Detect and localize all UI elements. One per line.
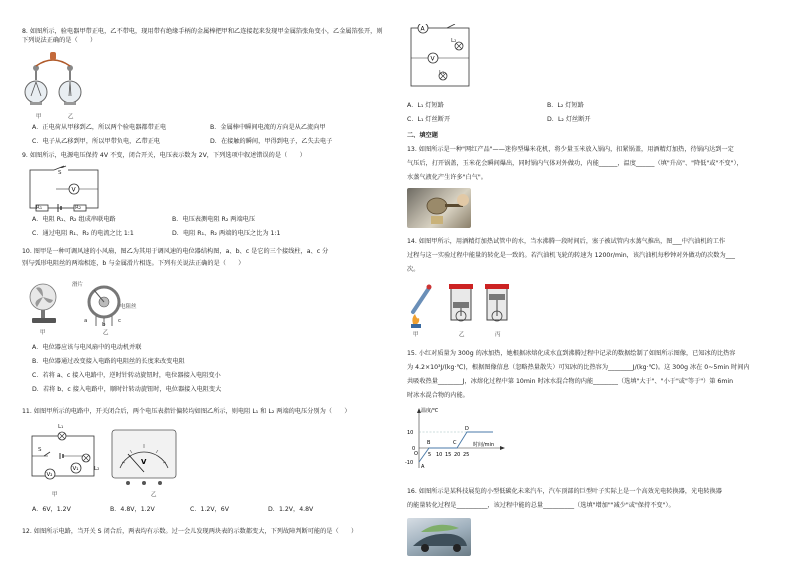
graph-xtick-5: 5	[428, 452, 432, 458]
q14-line-3: 次。	[407, 266, 420, 273]
q15-line-1: 15. 小红对质量为 300g 的冰加热，她根据冰熔化成水直到沸腾过程中记录的数据绘制了如图所示图像，已知冰的比热容	[407, 350, 736, 357]
voltmeter-dial-figure	[110, 428, 178, 486]
q9-stem: 9. 如图所示，电源电压保持 4V 不变，闭合开关，电压表示数为 2V，下列选项中叙述错误的是（ ）	[22, 152, 306, 159]
q10-stem-1: 10. 图甲是一种可调风速的小风扇，图乙为其用于调风速的电位器结构图，a、b、c 是它的三个接线柱，a、c 分	[22, 248, 329, 255]
q10-label-b: b	[102, 322, 106, 328]
graph-origin: O	[414, 451, 418, 457]
q11-option-a[interactable]: A．6V，1.2V	[32, 506, 71, 513]
q14-label-yi: 乙	[459, 332, 465, 338]
q11-label-s: S	[38, 447, 42, 453]
graph-point-d: D	[465, 426, 469, 432]
q8-option-a[interactable]: A．正电荷从甲移到乙，所以两个验电器都带正电	[32, 124, 167, 131]
q11-option-b[interactable]: B．4.8V，1.2V	[110, 506, 155, 513]
engine-stroke-yi-figure	[445, 282, 477, 328]
q11-option-d[interactable]: D．1.2V，4.8V	[268, 506, 314, 513]
q11-label-l2: L₂	[94, 466, 100, 472]
q10-label-jia: 甲	[40, 330, 46, 336]
q8-option-c[interactable]: C．电子从乙移到甲，所以甲带负电，乙带正电	[32, 138, 161, 145]
q9-option-a[interactable]: A．电阻 R₁、R₂ 组成串联电路	[32, 216, 116, 223]
q10-option-a[interactable]: A．电位器应该与电风扇中的电动机并联	[32, 344, 142, 351]
svg-text:V: V	[141, 458, 147, 466]
q12-label-l2: L₂	[451, 38, 457, 44]
graph-point-a: A	[421, 464, 425, 470]
q8-option-b[interactable]: B．金属棒中瞬间电流的方向是从乙流向甲	[210, 124, 326, 131]
q11-option-c[interactable]: C．1.2V，6V	[190, 506, 229, 513]
q15-line-4: 时冰水混合物的内能。	[407, 392, 469, 399]
q9-label-s: S	[58, 170, 62, 176]
q9-option-d[interactable]: D．电阻 R₁、R₂ 两端的电压之比为 1:1	[172, 230, 281, 237]
graph-xtick-25: 25	[463, 452, 470, 458]
q14-line-2: 过程与这一实验过程中能量的转化是一致的。若汽油机飞轮的转速为 1200r/min，该汽油机每秒钟对外做功的次数为___	[407, 252, 735, 259]
graph-point-c: C	[453, 440, 457, 446]
fan-figure	[26, 282, 60, 328]
q8-label-jia: 甲	[36, 114, 42, 120]
q10-option-c[interactable]: C．若将 a、c 接入电路中，逆时针转动旋钮时，电位器接入电阻变小	[32, 372, 221, 379]
q11-label-l1: L₁	[58, 424, 64, 430]
right-column	[397, 0, 794, 562]
graph-point-b: B	[427, 440, 431, 446]
q10-stem-2: 别与弧形电阻丝的两端相连，b 与金属滑片相连。下列有关说法正确的是（ ）	[22, 260, 245, 267]
q11-label-jia: 甲	[52, 492, 58, 498]
q10-label-a: a	[84, 318, 88, 324]
q13-line-1: 13. 如图所示是一种"网红产品"——迷你型爆米花机，将少量玉米放入锅内，扣紧锅盖，用酒精灯加热，待锅内达到一定	[407, 146, 734, 153]
graph-ytick-neg10: -10	[405, 460, 414, 466]
q8-label-yi: 乙	[68, 114, 74, 120]
q13-line-3: 水蒸气液化产生许多"白气"。	[407, 174, 487, 181]
q15-line-2: 为 4.2×10³J/(kg·℃)，根据图像信息（忽略热量散失）可知冰的比热容为________J/(kg·℃)。这 300g 冰在 0~5min 时间内	[407, 364, 750, 371]
q12-option-c[interactable]: C．L₁ 灯丝断开	[407, 116, 451, 123]
graph-xtick-10: 10	[436, 452, 443, 458]
q14-line-1: 14. 如图甲所示，用酒精灯加热试管中的水，当水沸腾一段时间后，塞子被试管内水蒸气推出，图___中汽油机的工作	[407, 238, 726, 245]
graph-ylabel: 温度/℃	[421, 408, 439, 414]
svg-text:A: A	[420, 25, 425, 33]
svg-text:V: V	[71, 186, 76, 194]
q9-label-r2: R₂	[75, 205, 82, 211]
q8-option-d[interactable]: D．在接触的瞬间，甲得到电子，乙失去电子	[210, 138, 333, 145]
svg-text:V: V	[430, 55, 435, 63]
q12-option-d[interactable]: D．L₂ 灯丝断开	[547, 116, 591, 123]
svg-text:V₂: V₂	[46, 472, 53, 478]
q12-label-l1: L₁	[439, 70, 445, 76]
svg-text:V₁: V₁	[72, 466, 79, 472]
q10-option-b[interactable]: B．电位器通过改变接入电路的电阻丝的长度来改变电阻	[32, 358, 185, 365]
q10-label-wire: 电阻丝	[120, 304, 137, 310]
q12-circuit-figure	[403, 24, 479, 92]
test-tube-heating-figure	[407, 282, 437, 330]
q9-option-b[interactable]: B．电压表测电阻 R₂ 两端电压	[172, 216, 256, 223]
q12-option-b[interactable]: B．L₂ 灯短路	[547, 102, 584, 109]
q10-label-slider: 滑片	[72, 282, 84, 288]
engine-stroke-bing-figure	[481, 282, 513, 328]
q12-stem: 12. 如图所示电路，当开关 S 闭合后，两表均有示数。过一会儿发现两块表的示数都变大，下列故障判断可能的是（ ）	[22, 528, 358, 535]
q11-stem: 11. 如图甲所示的电路中，开关闭合后，两个电压表指针偏转均如图乙所示，则电阻 L₁ 和 L₂ 两端的电压分别为（ ）	[22, 408, 351, 415]
section-fill-in-blank-heading: 二、填空题	[407, 132, 438, 139]
solar-car-photo	[407, 518, 471, 556]
graph-xlabel: 时间/min	[473, 442, 495, 448]
graph-xtick-20: 20	[454, 452, 461, 458]
q13-line-2: 气压后，打开锅盖，玉米花会瞬间爆出，同时锅内气体对外做功，内能______，温度______（填"升高"、"降低"或"不变"），	[407, 160, 743, 167]
q14-label-bing: 丙	[495, 332, 501, 338]
q8-stem: 8. 如图所示，验电器甲带正电，乙不带电，现用带有绝缘手柄的金属棒把甲和乙连接起来发现甲金属箔张角变小，乙金属箔张开，则下列说法正确的是（ ）	[22, 28, 383, 44]
q16-line-2: 的能量转化过程是__________，该过程中能的总量__________（选填"增加""减少"或"保持不变"）。	[407, 502, 675, 509]
q16-line-1: 16. 如图所示是某科技展览的小型低碳化未来汽车，汽车顶部的巨型叶子实际上是一个高效光电转换器，光电转换器	[407, 488, 722, 495]
popcorn-machine-photo	[407, 188, 471, 228]
q11-label-yi: 乙	[151, 492, 157, 498]
q11-circuit-figure	[26, 428, 102, 490]
q12-option-a[interactable]: A．L₁ 灯短路	[407, 102, 444, 109]
temperature-time-graph	[405, 404, 509, 472]
q10-label-yi: 乙	[103, 330, 109, 336]
graph-xtick-15: 15	[445, 452, 452, 458]
q10-option-d[interactable]: D．若将 b、c 接入电路中，顺时针转动旋钮时，电位器接入电阻变大	[32, 386, 222, 393]
graph-ytick-10: 10	[407, 430, 414, 436]
q10-label-c: c	[118, 318, 122, 324]
q9-label-r1: R₁	[36, 205, 43, 211]
q14-label-jia: 甲	[413, 332, 419, 338]
graph-ytick-0: 0	[412, 446, 416, 452]
q15-line-3: 共吸收热量________J，冰熔化过程中第 10min 时冰水混合物的内能________（选填"大于"、"小于"或"等于"）第 6min	[407, 378, 734, 385]
q9-option-c[interactable]: C．通过电阻 R₁、R₂ 的电流之比 1:1	[32, 230, 134, 237]
q8-electroscopes-figure	[22, 52, 92, 114]
